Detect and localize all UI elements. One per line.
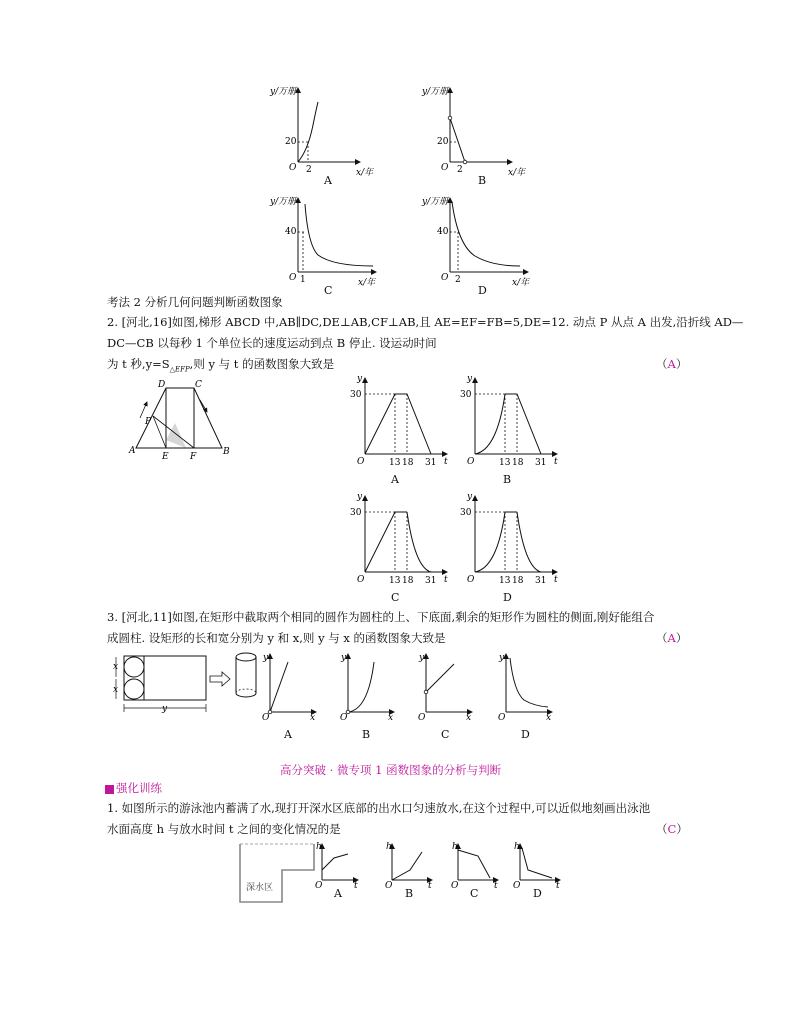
q1-graph-c-caption: C [470,887,479,900]
q1-line2: 水面高度 h 与放水时间 t 之间的变化情况的是 [107,822,341,836]
svg-text:O: O [357,457,365,467]
q2-answer: （A） [656,357,688,371]
svg-text:O: O [357,575,365,585]
q1-graph-b-caption: B [405,887,414,900]
svg-text:h: h [452,842,458,852]
svg-text:30: 30 [350,390,362,400]
ytick: 40 [285,227,297,237]
svg-text:y: y [162,704,168,714]
svg-text:30: 30 [460,508,472,518]
svg-text:h: h [316,842,322,852]
method2-title: 考法 2 分析几何问题判断函数图象 [107,295,283,309]
svg-text:t: t [494,881,498,890]
arrow-icon [105,785,114,794]
svg-text:31: 31 [425,458,437,467]
top-graph-b [420,80,540,185]
q1-line1: 1. 如图所示的游泳池内蓄满了水,现打开深水区底部的出水口匀速放水,在这个过程中,可以近似地刻画出泳池 [107,801,651,815]
svg-text:18: 18 [512,576,524,585]
svg-text:x: x [466,713,472,720]
special-section-title: 高分突破 · 微专项 1 函数图象的分析与判断 [280,763,502,777]
ytick: 20 [285,137,297,147]
svg-text:13: 13 [499,458,511,467]
svg-text:C: C [195,380,202,390]
ylabel: y/万册 [270,197,297,207]
svg-text:y: y [419,653,425,663]
svg-text:t: t [556,881,560,890]
svg-text:13: 13 [389,458,401,467]
xlabel: x/年 [508,168,526,178]
q2-graph-a [345,372,455,467]
svg-text:t: t [444,457,448,467]
svg-text:h: h [514,842,520,852]
q3-graph-b-caption: B [362,728,371,741]
svg-text:30: 30 [460,390,472,400]
q2-graph-b [455,372,565,467]
xtick: 1 [300,275,306,285]
svg-text:31: 31 [425,576,437,585]
q3-graph-c [414,650,476,720]
ytick: 40 [437,227,449,237]
training-title: 强化训练 [105,780,162,796]
q3-graph-c-caption: C [441,728,450,741]
svg-text:13: 13 [389,576,401,585]
q1-pool-figure [238,840,318,906]
svg-text:y: y [499,653,505,663]
xlabel: x/年 [358,278,376,288]
q2-graph-c-caption: C [391,591,400,604]
svg-text:y: y [467,492,473,502]
svg-text:13: 13 [499,576,511,585]
q2-line3: 为 t 秒$,y=S_{\triangle EFP}$,则 y 与 t 的函数图象大致是 [107,357,335,374]
top-graph-c [268,190,388,290]
svg-text:30: 30 [350,508,362,518]
svg-text:t: t [554,575,558,585]
svg-text:t: t [428,881,432,890]
q1-answer: （C） [656,822,688,836]
q3-graph-d-caption: D [521,728,530,741]
q1-graph-d [512,840,564,890]
xlabel: x/年 [512,278,530,288]
q3-graph-a [258,650,320,720]
q3-line1: 3. [河北,11]如图,在矩形中截取两个相同的圆作为圆柱的上、下底面,剩余的矩形作为圆柱的侧面,刚好能组合 [107,610,655,624]
q3-graph-b [336,650,398,720]
q1-graph-c [450,840,502,890]
svg-text:y: y [357,492,363,502]
ylabel: y/万册 [422,87,449,97]
svg-text:y: y [357,374,363,384]
svg-text:E: E [162,452,169,460]
svg-text:O: O [513,881,521,890]
svg-text:深水区: 深水区 [246,883,274,893]
svg-text:x: x [310,713,316,720]
svg-text:18: 18 [512,458,524,467]
svg-text:B: B [223,447,230,457]
xtick: 2 [306,165,312,175]
svg-text:31: 31 [535,576,547,585]
q1-graph-d-caption: D [533,887,542,900]
q2-line1: 2. [河北,16]如图,梯形 ABCD 中,AB∥DC,DE⊥AB,CF⊥AB,且 AE=EF=FB=5,DE=12. 动点 P 从点 A 出发,沿折线 AD— [107,315,744,329]
svg-text:y: y [467,374,473,384]
svg-text:h: h [386,842,392,852]
top-graph-c-caption: C [324,284,333,297]
svg-text:y: y [341,653,347,663]
svg-text:y: y [263,653,269,663]
q1-graph-a [314,840,362,890]
ylabel: y/万册 [422,197,449,207]
xtick: 2 [457,165,463,175]
svg-text:O: O [315,881,323,890]
q3-graph-d [494,650,556,720]
svg-text:O: O [467,457,475,467]
svg-text:D: D [158,380,166,390]
xtick: 2 [455,275,461,285]
q1-graph-b [384,840,436,890]
q1-graph-a-caption: A [334,887,342,900]
top-graph-a-caption: A [324,174,332,187]
q2-graph-a-caption: A [391,473,399,486]
ytick: 20 [437,137,449,147]
origin: O [289,273,297,283]
q3-answer: （A） [656,631,688,645]
top-graph-b-caption: B [478,174,487,187]
top-graph-d-caption: D [478,284,487,297]
svg-text:t: t [554,457,558,467]
xlabel: x/年 [356,168,374,178]
svg-text:O: O [418,713,426,720]
svg-text:18: 18 [402,458,414,467]
q2-graph-d [455,490,565,585]
svg-text:F: F [190,452,197,460]
svg-text:t: t [354,881,358,890]
svg-text:x: x [113,662,119,672]
q2-graph-c [345,490,455,585]
svg-text:x: x [388,713,394,720]
q3-graph-a-caption: A [284,728,292,741]
svg-text:O: O [340,713,348,720]
top-graph-d [420,190,540,290]
origin: O [441,273,449,283]
q3-line2: 成圆柱. 设矩形的长和宽分别为 y 和 x,则 y 与 x 的函数图象大致是 [107,631,446,645]
svg-text:31: 31 [535,458,547,467]
svg-text:O: O [451,881,459,890]
ylabel: y/万册 [270,87,297,97]
svg-text:O: O [385,881,393,890]
top-graph-a [268,80,388,185]
svg-text:A: A [129,446,136,456]
svg-text:t: t [444,575,448,585]
svg-text:18: 18 [402,576,414,585]
origin: O [289,163,297,173]
q2-line2: DC—CB 以每秒 1 个单位长的速度运动到点 B 停止. 设运动时间 [107,336,437,350]
q2-graph-d-caption: D [503,591,512,604]
svg-text:O: O [262,713,270,720]
q2-graph-b-caption: B [503,473,512,486]
svg-text:O: O [498,713,506,720]
svg-text:x: x [546,713,552,720]
svg-text:x: x [113,685,119,695]
origin: O [441,163,449,173]
svg-text:P: P [145,417,152,427]
q2-trapezoid-figure [128,378,238,460]
svg-text:O: O [467,575,475,585]
